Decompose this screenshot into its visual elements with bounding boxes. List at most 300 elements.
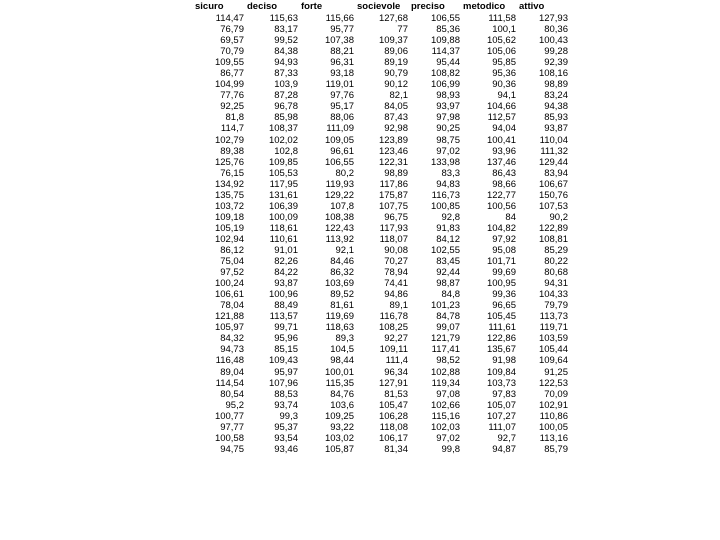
table-cell: 95,37 <box>274 421 298 433</box>
table-cell: 103,9 <box>274 79 298 91</box>
table-row <box>192 422 568 433</box>
table-cell: 83,94 <box>544 167 568 179</box>
table-cell: 97,02 <box>436 432 460 444</box>
table-cell: 92,98 <box>384 123 408 135</box>
table-cell: 96,75 <box>384 211 408 223</box>
table-cell: 122,89 <box>538 222 568 234</box>
table-cell: 123,89 <box>378 134 408 146</box>
table-cell: 103,72 <box>214 200 244 212</box>
table-row <box>192 278 568 289</box>
table-cell: 88,53 <box>274 388 298 400</box>
table-cell: 121,88 <box>214 311 244 323</box>
table-cell: 90,36 <box>492 79 516 91</box>
table-cell: 93,18 <box>330 68 354 80</box>
table-cell: 111,61 <box>488 322 516 334</box>
table-cell: 118,61 <box>269 222 298 234</box>
table-cell: 102,03 <box>430 421 460 433</box>
table-cell: 84,38 <box>274 46 298 58</box>
table-cell: 115,63 <box>269 13 298 24</box>
table-cell: 116,73 <box>431 189 460 201</box>
table-cell: 94,75 <box>220 443 244 455</box>
table-cell: 85,93 <box>544 112 568 124</box>
table-cell: 105,87 <box>324 443 354 455</box>
table-cell: 119,93 <box>325 178 354 190</box>
table-cell: 91,98 <box>492 355 516 367</box>
table-cell: 88,49 <box>274 300 298 312</box>
table-cell: 107,8 <box>330 200 354 212</box>
table-cell: 95,77 <box>330 24 354 36</box>
table-row <box>192 179 568 190</box>
table-cell: 108,81 <box>538 233 568 245</box>
table-row <box>192 90 568 101</box>
table-cell: 115,35 <box>325 377 354 389</box>
table-cell: 109,05 <box>324 134 354 146</box>
table-cell: 92,39 <box>544 57 568 69</box>
table-cell: 90,12 <box>384 79 408 91</box>
table-cell: 127,68 <box>378 13 408 24</box>
table-cell: 103,6 <box>330 399 354 411</box>
table-cell: 82,26 <box>274 256 298 268</box>
table-cell: 80,54 <box>220 388 244 400</box>
table-row <box>192 444 568 455</box>
table-cell: 117,41 <box>431 344 460 356</box>
table-cell: 81,8 <box>225 112 244 124</box>
table-cell: 102,66 <box>430 399 460 411</box>
table-row <box>192 79 568 90</box>
table-cell: 95,36 <box>492 68 516 80</box>
header-row <box>192 0 568 13</box>
table-cell: 93,54 <box>274 432 298 444</box>
table-cell: 94,73 <box>220 344 244 356</box>
table-cell: 108,82 <box>430 68 460 80</box>
table-row <box>192 300 568 311</box>
column-header-metodico: metodico <box>463 1 506 12</box>
table-cell: 109,85 <box>268 156 298 168</box>
table-row <box>192 13 568 24</box>
table-cell: 104,82 <box>486 222 516 234</box>
table-cell: 93,74 <box>274 399 298 411</box>
table-cell: 85,29 <box>544 244 568 256</box>
table-cell: 105,62 <box>486 35 516 47</box>
table-cell: 104,66 <box>486 101 516 113</box>
column-header-preciso: preciso <box>411 1 445 12</box>
table-cell: 117,95 <box>269 178 298 190</box>
table-cell: 89,3 <box>335 333 354 345</box>
table-cell: 106,39 <box>268 200 298 212</box>
table-cell: 93,22 <box>330 421 354 433</box>
table-cell: 93,96 <box>492 145 516 157</box>
table-cell: 105,53 <box>268 167 298 179</box>
table-cell: 106,61 <box>214 289 244 301</box>
table-cell: 89,38 <box>220 145 244 157</box>
table-row <box>192 411 568 422</box>
table-cell: 80,36 <box>544 24 568 36</box>
table-cell: 109,55 <box>214 57 244 69</box>
table-cell: 97,92 <box>492 233 516 245</box>
table-cell: 127,91 <box>378 377 408 389</box>
table-cell: 98,75 <box>436 134 460 146</box>
table-cell: 79,79 <box>544 300 568 312</box>
table-cell: 102,02 <box>268 134 298 146</box>
table-row <box>192 322 568 333</box>
table-cell: 85,36 <box>436 24 460 36</box>
table-cell: 88,21 <box>330 46 354 58</box>
table-cell: 102,8 <box>274 145 298 157</box>
table-cell: 89,19 <box>384 57 408 69</box>
table-cell: 107,96 <box>268 377 298 389</box>
table-cell: 100,05 <box>538 421 568 433</box>
table-cell: 89,04 <box>220 366 244 378</box>
table-cell: 113,73 <box>539 311 568 323</box>
table-cell: 91,25 <box>544 366 568 378</box>
table-row <box>192 146 568 157</box>
table-cell: 99,28 <box>544 46 568 58</box>
table-cell: 76,15 <box>220 167 244 179</box>
table-row <box>192 234 568 245</box>
table-cell: 122,31 <box>378 156 408 168</box>
table-cell: 108,37 <box>268 123 298 135</box>
table-row <box>192 46 568 57</box>
table-cell: 114,37 <box>431 46 460 58</box>
table-cell: 100,58 <box>214 432 244 444</box>
table-row <box>192 400 568 411</box>
table-cell: 109,88 <box>430 35 460 47</box>
table-row <box>192 35 568 46</box>
table-cell: 76,79 <box>220 24 244 36</box>
column-header-deciso: deciso <box>247 1 278 12</box>
table-cell: 94,31 <box>544 278 568 290</box>
table-cell: 77,76 <box>220 90 244 102</box>
table-cell: 99,8 <box>441 443 460 455</box>
table-cell: 119,34 <box>431 377 460 389</box>
data-table <box>192 0 568 455</box>
table-cell: 92,27 <box>384 333 408 345</box>
table-row <box>192 433 568 444</box>
table-cell: 90,25 <box>436 123 460 135</box>
table-cell: 105,97 <box>214 322 244 334</box>
table-cell: 93,46 <box>274 443 298 455</box>
table-cell: 104,99 <box>214 79 244 91</box>
table-cell: 98,87 <box>436 278 460 290</box>
table-cell: 97,77 <box>220 421 244 433</box>
table-cell: 103,73 <box>486 377 516 389</box>
table-cell: 78,04 <box>220 300 244 312</box>
table-cell: 87,28 <box>274 90 298 102</box>
table-cell: 95,08 <box>492 244 516 256</box>
table-cell: 94,93 <box>274 57 298 69</box>
column-header-attivo: attivo <box>519 1 545 12</box>
table-cell: 109,18 <box>214 211 244 223</box>
table-cell: 84 <box>505 211 516 223</box>
table-cell: 84,76 <box>330 388 354 400</box>
table-cell: 103,69 <box>324 278 354 290</box>
table-cell: 105,47 <box>378 399 408 411</box>
table-row <box>192 267 568 278</box>
table-cell: 118,63 <box>325 322 354 334</box>
table-cell: 131,61 <box>268 189 298 201</box>
table-cell: 92,44 <box>436 267 460 279</box>
table-cell: 84,46 <box>330 256 354 268</box>
table-cell: 81,53 <box>384 388 408 400</box>
table-cell: 109,43 <box>268 355 298 367</box>
table-cell: 97,52 <box>220 267 244 279</box>
table-cell: 97,98 <box>436 112 460 124</box>
table-cell: 98,93 <box>436 90 460 102</box>
table-cell: 122,77 <box>486 189 516 201</box>
table-cell: 92,8 <box>441 211 460 223</box>
table-row <box>192 333 568 344</box>
table-cell: 90,79 <box>384 68 408 80</box>
table-cell: 92,1 <box>335 244 354 256</box>
table-row <box>192 289 568 300</box>
table-body <box>192 13 568 455</box>
table-cell: 78,94 <box>384 267 408 279</box>
table-cell: 100,85 <box>430 200 460 212</box>
table-cell: 127,93 <box>538 13 568 24</box>
table-row <box>192 256 568 267</box>
table-cell: 122,43 <box>324 222 354 234</box>
table-cell: 91,83 <box>436 222 460 234</box>
table-cell: 100,56 <box>486 200 516 212</box>
table-cell: 98,44 <box>330 355 354 367</box>
table-cell: 83,24 <box>544 90 568 102</box>
table-cell: 134,92 <box>214 178 244 190</box>
table-cell: 95,96 <box>274 333 298 345</box>
table-cell: 96,78 <box>274 101 298 113</box>
table-row <box>192 245 568 256</box>
table-cell: 101,71 <box>486 256 516 268</box>
table-cell: 116,78 <box>379 311 408 323</box>
table-cell: 119,69 <box>325 311 354 323</box>
table-row <box>192 123 568 134</box>
table-cell: 96,61 <box>330 145 354 157</box>
table-cell: 89,1 <box>389 300 408 312</box>
table-cell: 100,01 <box>324 366 354 378</box>
table-cell: 88,06 <box>330 112 354 124</box>
table-cell: 121,79 <box>430 333 460 345</box>
table-cell: 106,55 <box>430 13 460 24</box>
table-cell: 111,09 <box>326 123 354 135</box>
table-row <box>192 378 568 389</box>
table-cell: 69,57 <box>220 35 244 47</box>
table-cell: 97,02 <box>436 145 460 157</box>
table-cell: 90,2 <box>549 211 568 223</box>
table-cell: 118,08 <box>379 421 408 433</box>
table-cell: 106,99 <box>430 79 460 91</box>
table-cell: 119,01 <box>325 79 354 91</box>
table-cell: 99,36 <box>492 289 516 301</box>
table-cell: 80,2 <box>335 167 354 179</box>
table-cell: 87,43 <box>384 112 408 124</box>
table-cell: 100,77 <box>214 410 244 422</box>
table-cell: 103,02 <box>324 432 354 444</box>
table-cell: 83,17 <box>274 24 298 36</box>
table-cell: 96,34 <box>384 366 408 378</box>
table-cell: 122,53 <box>538 377 568 389</box>
table-cell: 70,79 <box>220 46 244 58</box>
table-cell: 98,89 <box>384 167 408 179</box>
table-cell: 102,79 <box>214 134 244 146</box>
table-cell: 109,64 <box>538 355 568 367</box>
table-cell: 111,58 <box>488 13 516 24</box>
column-header-socievole: socievole <box>357 1 401 12</box>
table-cell: 102,94 <box>214 233 244 245</box>
table-row <box>192 190 568 201</box>
table-cell: 105,06 <box>486 46 516 58</box>
table-cell: 114,47 <box>215 13 244 24</box>
table-cell: 86,77 <box>220 68 244 80</box>
table-cell: 95,2 <box>225 399 244 411</box>
table-cell: 123,46 <box>378 145 408 157</box>
table-cell: 104,33 <box>538 289 568 301</box>
table-cell: 90,08 <box>384 244 408 256</box>
table-cell: 100,1 <box>492 24 516 36</box>
table-cell: 99,71 <box>274 322 298 334</box>
table-cell: 104,5 <box>330 344 354 356</box>
table-cell: 98,66 <box>492 178 516 190</box>
table-row <box>192 68 568 79</box>
table-cell: 95,17 <box>330 101 354 113</box>
table-cell: 99,3 <box>279 410 298 422</box>
table-cell: 86,32 <box>330 267 354 279</box>
table-cell: 108,25 <box>378 322 408 334</box>
table-cell: 84,22 <box>274 267 298 279</box>
table-cell: 117,93 <box>379 222 408 234</box>
table-row <box>192 212 568 223</box>
table-cell: 135,75 <box>214 189 244 201</box>
table-cell: 85,98 <box>274 112 298 124</box>
table-cell: 94,04 <box>492 123 516 135</box>
table-row <box>192 367 568 378</box>
table-cell: 100,95 <box>486 278 516 290</box>
table-cell: 85,15 <box>274 344 298 356</box>
table-cell: 99,69 <box>492 267 516 279</box>
table-cell: 70,09 <box>544 388 568 400</box>
table-cell: 96,65 <box>492 300 516 312</box>
table-cell: 94,38 <box>544 101 568 113</box>
table-row <box>192 157 568 168</box>
table-cell: 91,01 <box>274 244 298 256</box>
table-cell: 93,87 <box>274 278 298 290</box>
table-cell: 118,07 <box>379 233 408 245</box>
table-cell: 119,71 <box>539 322 568 334</box>
table-cell: 103,59 <box>538 333 568 345</box>
table-row <box>192 389 568 400</box>
table-cell: 129,22 <box>324 189 354 201</box>
table-cell: 106,28 <box>378 410 408 422</box>
table-cell: 108,16 <box>538 68 568 80</box>
table-cell: 80,22 <box>544 256 568 268</box>
table-cell: 80,68 <box>544 267 568 279</box>
table-cell: 115,66 <box>325 13 354 24</box>
table-cell: 115,16 <box>431 410 460 422</box>
table-cell: 109,37 <box>378 35 408 47</box>
table-cell: 100,24 <box>214 278 244 290</box>
table-row <box>192 57 568 68</box>
table-cell: 99,07 <box>436 322 460 334</box>
table-row <box>192 135 568 146</box>
table-cell: 84,05 <box>384 101 408 113</box>
table-cell: 105,07 <box>486 399 516 411</box>
table-cell: 97,83 <box>492 388 516 400</box>
table-cell: 96,31 <box>330 57 354 69</box>
table-cell: 113,92 <box>325 233 354 245</box>
table-cell: 110,86 <box>539 410 568 422</box>
table-cell: 105,19 <box>214 222 244 234</box>
table-row <box>192 24 568 35</box>
table-cell: 95,44 <box>436 57 460 69</box>
table-cell: 83,45 <box>436 256 460 268</box>
table-row <box>192 101 568 112</box>
table-cell: 113,57 <box>269 311 298 323</box>
table-cell: 106,17 <box>378 432 408 444</box>
table-cell: 94,1 <box>497 90 516 102</box>
table-cell: 92,25 <box>220 101 244 113</box>
table-cell: 87,33 <box>274 68 298 80</box>
table-cell: 105,44 <box>538 344 568 356</box>
table-cell: 112,57 <box>487 112 516 124</box>
table-cell: 110,04 <box>539 134 568 146</box>
table-cell: 94,83 <box>436 178 460 190</box>
table-cell: 97,08 <box>436 388 460 400</box>
table-cell: 86,12 <box>220 244 244 256</box>
table-cell: 150,76 <box>538 189 568 201</box>
table-cell: 109,84 <box>486 366 516 378</box>
table-cell: 133,98 <box>430 156 460 168</box>
table-cell: 84,78 <box>436 311 460 323</box>
table-cell: 89,06 <box>384 46 408 58</box>
table-cell: 86,43 <box>492 167 516 179</box>
table-row <box>192 201 568 212</box>
table-cell: 100,43 <box>538 35 568 47</box>
table-cell: 107,38 <box>324 35 354 47</box>
table-row <box>192 311 568 322</box>
table-cell: 175,87 <box>378 189 408 201</box>
table-cell: 84,12 <box>436 233 460 245</box>
table-cell: 108,38 <box>324 211 354 223</box>
column-header-forte: forte <box>301 1 323 12</box>
table-cell: 117,86 <box>379 178 408 190</box>
table-cell: 99,52 <box>274 35 298 47</box>
table-cell: 84,8 <box>441 289 460 301</box>
table-cell: 81,61 <box>330 300 354 312</box>
table-cell: 81,34 <box>384 443 408 455</box>
table-cell: 135,67 <box>486 344 516 356</box>
table-row <box>192 355 568 366</box>
table-row <box>192 223 568 234</box>
table-cell: 107,75 <box>378 200 408 212</box>
table-cell: 116,48 <box>215 355 244 367</box>
table-cell: 75,04 <box>220 256 244 268</box>
table-cell: 74,41 <box>384 278 408 290</box>
table-cell: 85,79 <box>544 443 568 455</box>
table-cell: 98,89 <box>544 79 568 91</box>
table-cell: 106,67 <box>538 178 568 190</box>
table-cell: 110,61 <box>269 233 298 245</box>
table-cell: 101,23 <box>430 300 460 312</box>
table-cell: 89,52 <box>330 289 354 301</box>
table-cell: 107,53 <box>538 200 568 212</box>
table-cell: 111,4 <box>385 355 408 367</box>
table-cell: 111,32 <box>540 145 568 157</box>
table-cell: 102,91 <box>538 399 568 411</box>
table-row <box>192 344 568 355</box>
table-cell: 100,09 <box>268 211 298 223</box>
table-cell: 129,44 <box>538 156 568 168</box>
table-cell: 95,97 <box>274 366 298 378</box>
table-cell: 105,45 <box>486 311 516 323</box>
table-cell: 95,85 <box>492 57 516 69</box>
